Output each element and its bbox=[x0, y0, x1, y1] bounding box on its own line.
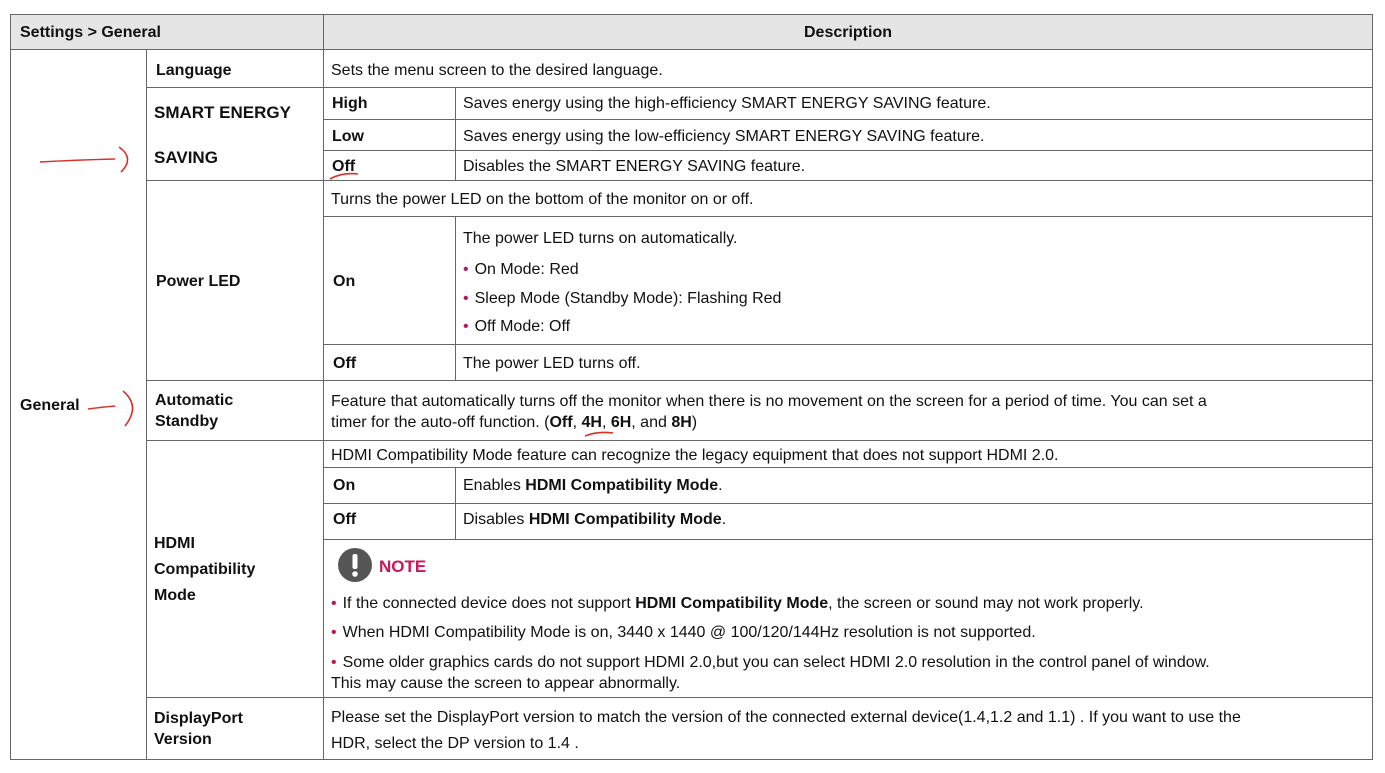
table-border-right bbox=[1372, 14, 1373, 760]
smart-energy-desc-high: Saves energy using the high-efficiency SMART ENERGY SAVING feature. bbox=[463, 95, 991, 112]
note-title: NOTE bbox=[379, 557, 427, 576]
header-description: Description bbox=[803, 24, 892, 41]
displayport-label-1: DisplayPort bbox=[154, 710, 243, 727]
table-border-top bbox=[10, 14, 1373, 15]
list-item: • If the connected device does not support HDMI Compatibility Mode, the screen or sound may not work properly. bbox=[331, 595, 1144, 612]
power-led-label: Power LED bbox=[156, 273, 241, 290]
hdmi-off-desc: Disables HDMI Compatibility Mode. bbox=[463, 511, 727, 528]
breadcrumb: Settings > General bbox=[20, 24, 161, 41]
table-border bbox=[323, 14, 324, 759]
smart-energy-label-1: SMART ENERGY bbox=[154, 103, 291, 122]
auto-off-option-6h: 6H bbox=[610, 414, 632, 431]
list-item: • On Mode: Red bbox=[463, 261, 579, 278]
table-border-bottom bbox=[10, 759, 1373, 760]
table-border bbox=[323, 467, 1373, 468]
table-border bbox=[146, 440, 1373, 441]
auto-off-option-off: Off bbox=[549, 414, 573, 431]
smart-energy-option-low: Low bbox=[332, 128, 364, 145]
table-border bbox=[323, 503, 1373, 504]
power-led-on-desc: The power LED turns on automatically. bbox=[463, 230, 738, 247]
handdrawn-arrow-general bbox=[85, 388, 145, 432]
table-border bbox=[146, 697, 1373, 698]
hdmi-on-label: On bbox=[333, 477, 356, 494]
displayport-desc-2: HDR, select the DP version to 1.4 . bbox=[331, 735, 579, 752]
list-item: • When HDMI Compatibility Mode is on, 3440 x 1440 @ 100/120/144Hz resolution is not supported. bbox=[331, 624, 1036, 641]
auto-standby-label-1: Automatic bbox=[155, 392, 234, 409]
auto-standby-desc-1: Feature that automatically turns off the monitor when there is no movement on the screen for a period of time. You can set a bbox=[331, 393, 1207, 410]
power-led-intro: Turns the power LED on the bottom of the monitor on or off. bbox=[331, 191, 754, 208]
hdmi-off-label: Off bbox=[333, 511, 357, 528]
power-led-off-label: Off bbox=[333, 355, 357, 372]
smart-energy-option-off: Off bbox=[332, 158, 356, 175]
table-border bbox=[323, 539, 1373, 540]
smart-energy-label-2: SAVING bbox=[154, 148, 218, 167]
table-border bbox=[455, 87, 456, 180]
auto-standby-desc-2: timer for the auto-off function. (Off, 4H, 6H, and 8H) bbox=[331, 414, 698, 431]
displayport-desc-1: Please set the DisplayPort version to match the version of the connected external device(1.4,1.2 and 1.1) . If you want to use the bbox=[331, 709, 1241, 726]
hdmi-label-3: Mode bbox=[154, 587, 196, 604]
displayport-label-2: Version bbox=[154, 731, 212, 748]
table-border bbox=[323, 119, 1373, 120]
warning-icon bbox=[337, 547, 373, 583]
table-border bbox=[323, 344, 1373, 345]
group-label: General bbox=[20, 397, 80, 414]
list-item: • Some older graphics cards do not support HDMI 2.0,but you can select HDMI 2.0 resolution in the control panel of window. bbox=[331, 654, 1210, 671]
hdmi-label-1: HDMI bbox=[154, 535, 195, 552]
hdmi-intro: HDMI Compatibility Mode feature can recognize the legacy equipment that does not support HDMI 2.0. bbox=[331, 447, 1059, 464]
smart-energy-desc-low: Saves energy using the low-efficiency SMART ENERGY SAVING feature. bbox=[463, 128, 985, 145]
table-border bbox=[323, 150, 1373, 151]
list-item: • Off Mode: Off bbox=[463, 318, 571, 335]
power-led-off-desc: The power LED turns off. bbox=[463, 355, 641, 372]
table-border bbox=[10, 49, 1373, 50]
table-border bbox=[455, 216, 456, 380]
handdrawn-arrow-smart-energy bbox=[35, 140, 145, 180]
list-item: • Sleep Mode (Standby Mode): Flashing Red bbox=[463, 290, 782, 307]
smart-energy-desc-off: Disables the SMART ENERGY SAVING feature. bbox=[463, 158, 806, 175]
table-border bbox=[146, 87, 1373, 88]
note-continuation: This may cause the screen to appear abnormally. bbox=[331, 675, 681, 692]
auto-off-option-8h: 8H bbox=[671, 414, 692, 431]
auto-standby-label-2: Standby bbox=[155, 413, 219, 430]
table-border bbox=[323, 216, 1373, 217]
smart-energy-option-high: High bbox=[332, 95, 368, 112]
auto-off-option-4h: 4H bbox=[581, 414, 602, 431]
language-label: Language bbox=[156, 62, 232, 79]
table-border bbox=[146, 380, 1373, 381]
handdrawn-underline-off bbox=[328, 170, 368, 182]
hdmi-on-desc: Enables HDMI Compatibility Mode. bbox=[463, 477, 723, 494]
power-led-on-label: On bbox=[333, 273, 356, 290]
header-description-cell bbox=[323, 14, 1373, 49]
table-border-left bbox=[10, 14, 11, 760]
hdmi-label-2: Compatibility bbox=[154, 561, 256, 578]
table-border bbox=[146, 49, 147, 759]
language-desc: Sets the menu screen to the desired language. bbox=[331, 62, 663, 79]
handdrawn-underline-off-option bbox=[583, 428, 623, 440]
header-path-cell bbox=[10, 14, 323, 49]
